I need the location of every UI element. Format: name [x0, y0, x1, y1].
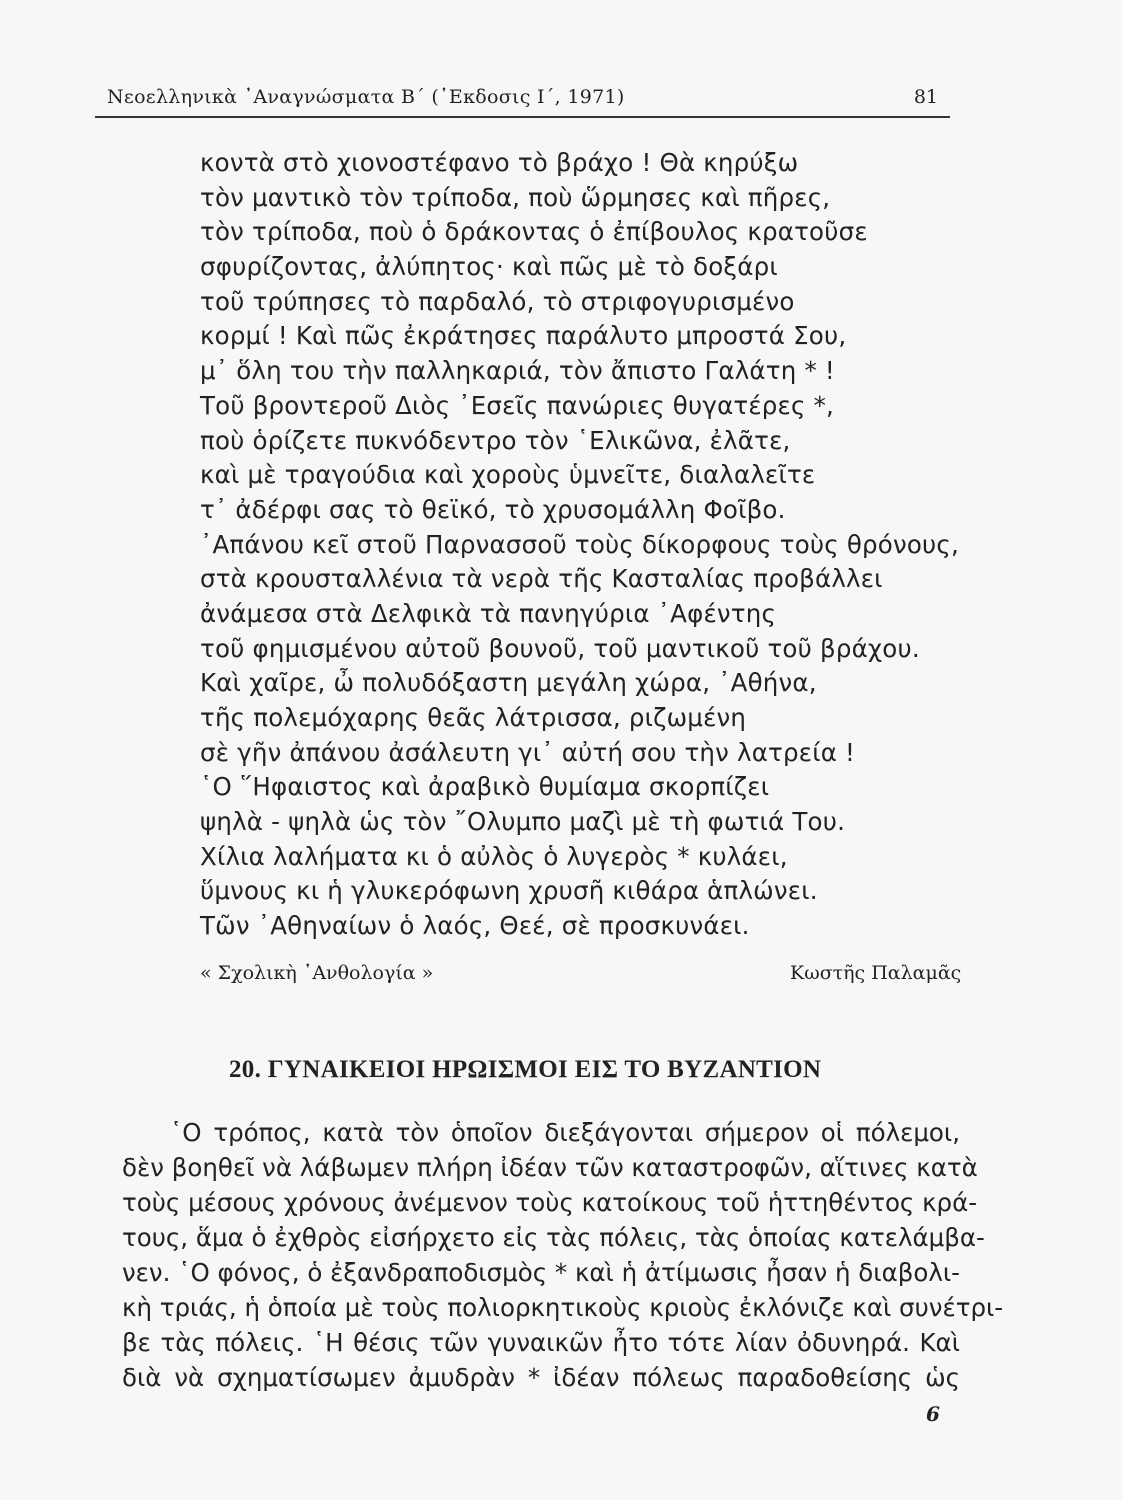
poem-line: Τοῦ βροντεροῦ Διὸς ᾿Εσεῖς πανώριες θυγατέρες *, — [200, 390, 835, 420]
poem-line: τὸν μαντικὸ τὸν τρίποδα, ποὺ ὥρμησες καὶ πῆρες, — [200, 182, 831, 212]
poem-line: Χίλια λαλήματα κι ὁ αὐλὸς ὁ λυγερὸς * κυλάει, — [200, 841, 788, 871]
poem-line: Καὶ χαῖρε, ὦ πολυδόξαστη μεγάλη χώρα, ᾿Αθήνα, — [200, 668, 817, 698]
poem-line: ποὺ ὁρίζετε πυκνόδεντρο τὸν ῾Ελικῶνα, ἐλᾶτε, — [200, 425, 791, 455]
prose-line: βε τὰς πόλεις. ῾Η θέσις τῶν γυναικῶν ἦτο τότε λίαν ὀδυνηρά. Καὶ — [122, 1328, 960, 1357]
poem-line: στὰ κρουσταλλένια τὰ νερὰ τῆς Κασταλίας προβάλλει — [200, 564, 883, 594]
prose-line: διὰ νὰ σχηματίσωμεν ἀμυδρὰν * ἰδέαν πόλεως παραδοθείσης ὡς — [122, 1363, 960, 1392]
running-title: Νεοελληνικὰ ᾿Αναγνώσματα Β΄ (᾿Εκδοσις Ι΄, 1971) — [107, 86, 625, 108]
poem-line: ῾Ο ῞Ηφαιστος καὶ ἀραβικὸ θυμίαμα σκορπίζει — [200, 772, 770, 802]
page-number: 81 — [913, 86, 938, 108]
poem-line: τ᾿ ἀδέρφι σας τὸ θεϊκό, τὸ χρυσομάλλη Φοῖβο. — [200, 494, 786, 524]
signature-mark: 6 — [926, 1402, 940, 1426]
page-header — [95, 80, 950, 118]
poem-line: ᾿Απάνου κεῖ στοῦ Παρνασσοῦ τοὺς δίκορφους τοὺς θρόνους, — [200, 529, 959, 559]
poem-line: σφυρίζοντας, ἀλύπητος· καὶ πῶς μὲ τὸ δοξάρι — [200, 252, 778, 282]
poem-line: μ᾿ ὅλη του τὴν παλληκαριά, τὸν ἄπιστο Γαλάτη * ! — [200, 356, 835, 386]
poem-source: « Σχολικὴ ᾿Ανθολογία » — [200, 962, 434, 984]
poem-line: τὸν τρίποδα, ποὺ ὁ δράκοντας ὁ ἐπίβουλος κρατοῦσε — [200, 217, 868, 247]
poem-author: Κωστῆς Παλαμᾶς — [790, 962, 962, 984]
section-heading: 20. ΓΥΝΑΙΚΕΙΟΙ ΗΡΩΙΣΜΟΙ ΕΙΣ ΤΟ ΒΥΖΑΝΤΙΟΝ — [229, 1056, 822, 1083]
prose-line: τοὺς μέσους χρόνους ἀνέμενον τοὺς κατοίκους τοῦ ἡττηθέντος κρά- — [122, 1188, 978, 1217]
prose-line: ῾Ο τρόπος, κατὰ τὸν ὁποῖον διεξάγονται σήμερον οἱ πόλεμοι, — [170, 1118, 960, 1147]
poem-line: κορμί ! Καὶ πῶς ἐκράτησες παράλυτο μπροστά Σου, — [200, 321, 847, 351]
poem-line: τοῦ φημισμένου αὐτοῦ βουνοῦ, τοῦ μαντικοῦ τοῦ βράχου. — [200, 633, 920, 663]
prose-line: τους, ἅμα ὁ ἐχθρὸς εἰσήρχετο εἰς τὰς πόλεις, τὰς ὁποίας κατελάμβα- — [122, 1223, 985, 1252]
poem-line: ὕμνους κι ἡ γλυκερόφωνη χρυσῆ κιθάρα ἁπλώνει. — [200, 876, 818, 906]
poem-line: σὲ γῆν ἀπάνου ἀσάλευτη γι᾿ αὐτή σου τὴν λατρεία ! — [200, 737, 856, 767]
prose-line: νεν. ῾Ο φόνος, ὁ ἐξανδραποδισμὸς * καὶ ἡ ἀτίμωσις ἦσαν ἡ διαβολι- — [122, 1258, 960, 1287]
prose-line: κὴ τριάς, ἡ ὁποία μὲ τοὺς πολιορκητικοὺς κριοὺς ἐκλόνιζε καὶ συνέτρι- — [122, 1293, 1004, 1322]
poem-line: καὶ μὲ τραγούδια καὶ χοροὺς ὑμνεῖτε, διαλαλεῖτε — [200, 460, 816, 490]
poem-line: κοντὰ στὸ χιονοστέφανο τὸ βράχο ! Θὰ κηρύξω — [200, 148, 799, 177]
poem-line: ἀνάμεσα στὰ Δελφικὰ τὰ πανηγύρια ᾿Αφέντης — [200, 598, 777, 628]
prose-paragraph — [122, 1115, 1004, 1395]
poem-line: τοῦ τρύπησες τὸ παρδαλό, τὸ στριφογυρισμένο — [200, 286, 795, 316]
poem-line: ψηλὰ - ψηλὰ ὡς τὸν ῎Ολυμπο μαζὶ μὲ τὴ φωτιά Του. — [200, 807, 846, 837]
poem-line: τῆς πολεμόχαρης θεᾶς λάτρισσα, ριζωμένη — [200, 703, 747, 732]
prose-line: δὲν βοηθεῖ νὰ λάβωμεν πλήρη ἰδέαν τῶν καταστροφῶν, αἵτινες κατὰ — [122, 1153, 978, 1182]
poem-line: Τῶν ᾿Αθηναίων ὁ λαός, Θεέ, σὲ προσκυνάει. — [200, 911, 750, 941]
poem-block — [200, 146, 960, 944]
